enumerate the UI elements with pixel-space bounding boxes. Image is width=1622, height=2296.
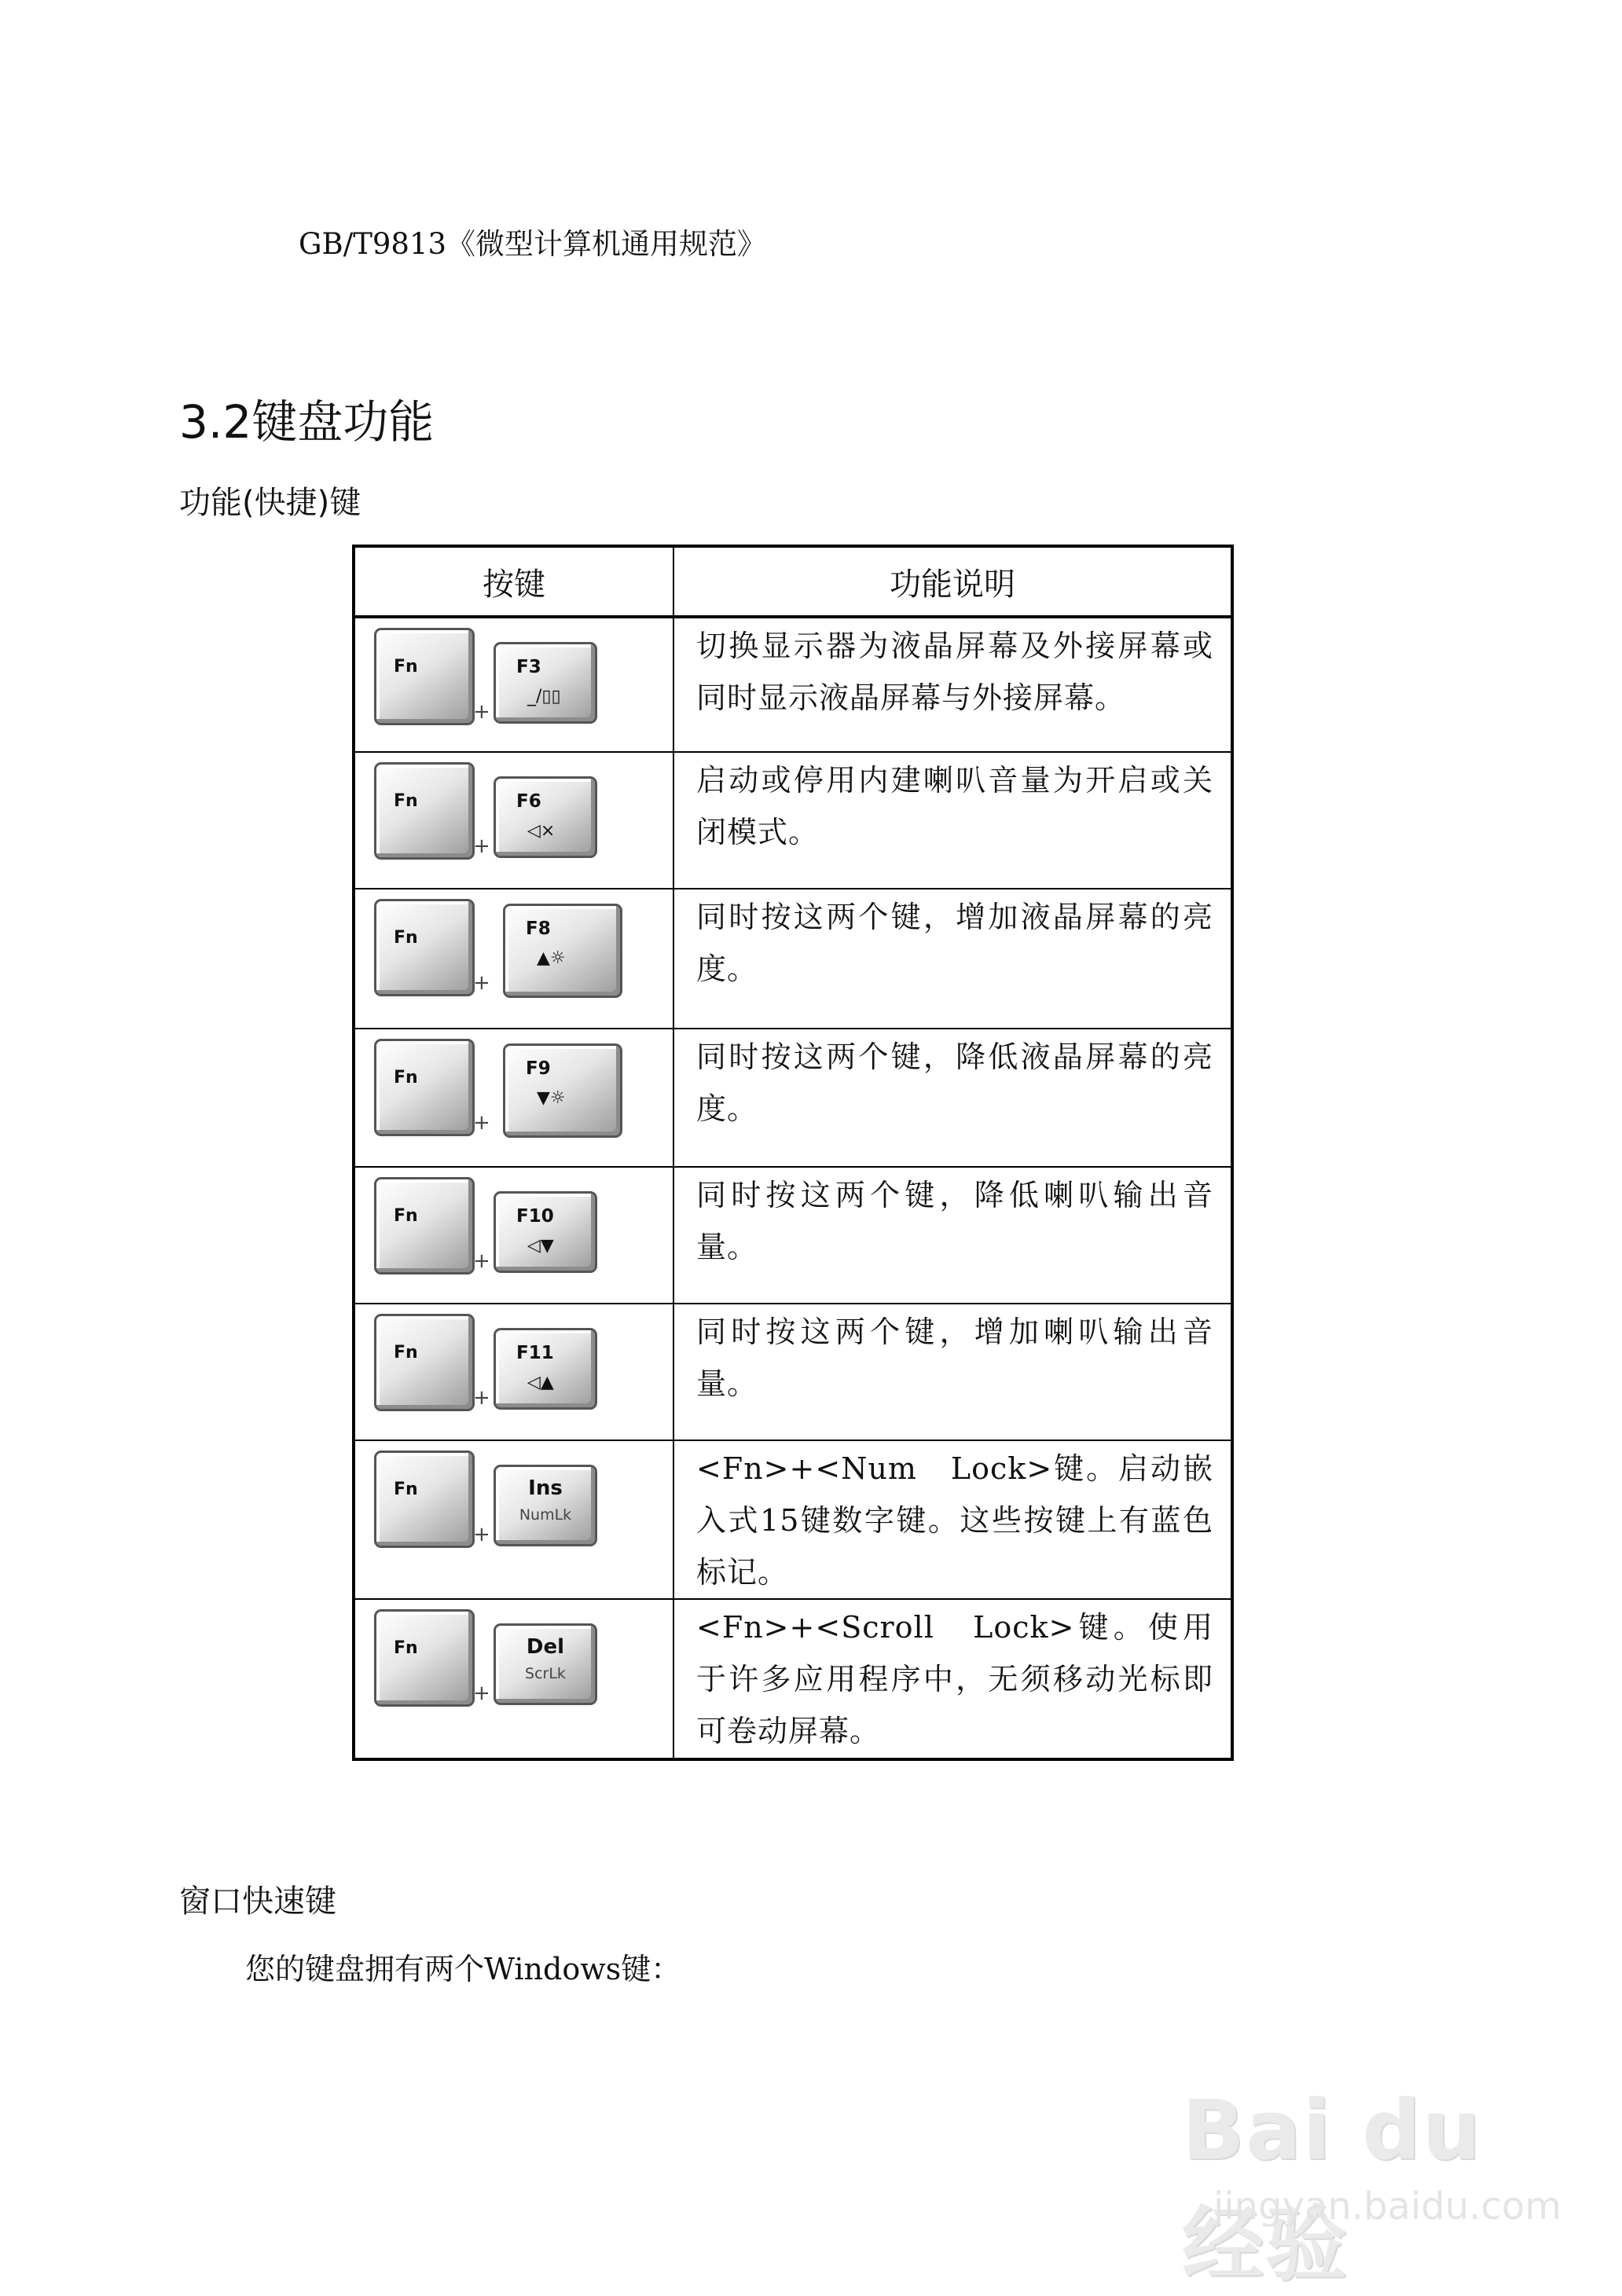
reference-standard: GB/T9813《微型计算机通用规范》 — [299, 227, 767, 261]
volume-up-icon: ◁▲ — [527, 1373, 554, 1392]
key-label: Fn — [394, 657, 418, 677]
volume-down-icon: ◁▼ — [527, 1236, 554, 1256]
key-label: F11 — [516, 1343, 554, 1363]
plus-sign: + — [473, 1386, 490, 1410]
display-switch-icon: _/▯▯ — [527, 687, 561, 706]
function-description: 同时按这两个键，降低液晶屏幕的亮度。 — [673, 1029, 1232, 1167]
plus-sign: + — [473, 834, 490, 858]
key-combo-cell — [354, 1167, 673, 1304]
table-row — [354, 1440, 1232, 1599]
key-label: F9 — [526, 1058, 551, 1079]
windows-paragraph: 您的键盘拥有两个Windows键： — [245, 1952, 681, 1986]
key-label: F6 — [516, 791, 541, 812]
key-combo-cell — [354, 752, 673, 889]
key-label: Fn — [394, 928, 418, 948]
plus-sign: + — [473, 700, 490, 724]
f10-key-icon — [494, 1191, 597, 1273]
fn-key-icon — [374, 1314, 475, 1411]
key-label: Fn — [394, 1206, 418, 1226]
ins-numlock-key-icon — [494, 1465, 597, 1546]
f6-key-icon — [494, 776, 597, 858]
function-description: 同时按这两个键，降低喇叭输出音量。 — [673, 1167, 1232, 1304]
table-row — [354, 617, 1232, 752]
table-row — [354, 1599, 1232, 1759]
fn-key-icon — [374, 899, 475, 996]
key-label: Fn — [394, 1343, 418, 1363]
plus-sign: + — [473, 1523, 490, 1546]
speaker-mute-icon: ◁× — [527, 821, 556, 841]
key-sublabel: ScrLk — [525, 1665, 566, 1682]
fn-key-icon — [374, 1039, 475, 1136]
key-combo-cell — [354, 889, 673, 1029]
key-label: Fn — [394, 1480, 418, 1499]
watermark-logo: Bai du 经验 — [1182, 2082, 1482, 2292]
fn-key-icon — [374, 762, 475, 860]
fn-key-icon — [374, 1177, 475, 1275]
function-description: 同时按这两个键，增加喇叭输出音量。 — [673, 1304, 1232, 1440]
fn-key-icon — [374, 628, 475, 725]
fn-key-icon — [374, 1451, 475, 1548]
key-combo-cell — [354, 617, 673, 752]
key-label: Ins — [528, 1476, 563, 1500]
brightness-up-icon: ▲☼ — [537, 948, 566, 968]
column-header-function: 功能说明 — [673, 546, 1232, 617]
f11-key-icon — [494, 1328, 597, 1410]
key-sublabel: NumLk — [519, 1506, 572, 1524]
key-combo-cell — [354, 1440, 673, 1599]
f3-key-icon — [494, 642, 597, 724]
plus-sign: + — [473, 1682, 490, 1705]
function-description: 启动或停用内建喇叭音量为开启或关闭模式。 — [673, 752, 1232, 889]
table-row — [354, 889, 1232, 1029]
section-heading: 3.2键盘功能 — [179, 395, 435, 449]
f8-key-icon — [503, 904, 622, 998]
key-label: F3 — [516, 657, 541, 677]
function-description: 同时按这两个键，增加液晶屏幕的亮度。 — [673, 889, 1232, 1029]
baidu-jingyan-watermark — [1166, 2059, 1591, 2292]
f9-key-icon — [503, 1043, 622, 1138]
key-label: Del — [526, 1635, 565, 1659]
key-combo-cell — [354, 1599, 673, 1759]
key-label: F8 — [526, 919, 551, 939]
key-combo-cell — [354, 1304, 673, 1440]
fn-key-icon — [374, 1609, 475, 1707]
column-header-key: 按键 — [354, 546, 673, 617]
plus-sign: + — [473, 1249, 490, 1273]
key-combo-cell — [354, 1029, 673, 1167]
brightness-down-icon: ▼☼ — [537, 1088, 566, 1108]
del-scrolllock-key-icon — [494, 1623, 597, 1705]
window-keys-heading: 窗口快速键 — [179, 1883, 336, 1920]
table-header-row — [354, 546, 1232, 617]
key-label: F10 — [516, 1206, 554, 1227]
key-label: Fn — [394, 1638, 418, 1658]
watermark-url: jingyan.baidu.com — [1213, 2184, 1561, 2228]
key-label: Fn — [394, 791, 418, 811]
hotkey-table — [352, 545, 1234, 1761]
table-row — [354, 1029, 1232, 1167]
plus-sign: + — [473, 1111, 490, 1135]
plus-sign: + — [473, 971, 490, 995]
function-description: <Fn>+<Num Lock>键。启动嵌入式15键数字键。这些按键上有蓝色标记。 — [673, 1440, 1232, 1599]
function-description: <Fn>+<Scroll Lock>键。使用于许多应用程序中，无须移动光标即可卷动屏幕。 — [673, 1599, 1232, 1759]
fn-keys-heading: 功能(快捷)键 — [179, 485, 361, 521]
table-row — [354, 1304, 1232, 1440]
table-row — [354, 752, 1232, 889]
table-row — [354, 1167, 1232, 1304]
function-description: 切换显示器为液晶屏幕及外接屏幕或同时显示液晶屏幕与外接屏幕。 — [673, 617, 1232, 752]
key-label: Fn — [394, 1068, 418, 1087]
